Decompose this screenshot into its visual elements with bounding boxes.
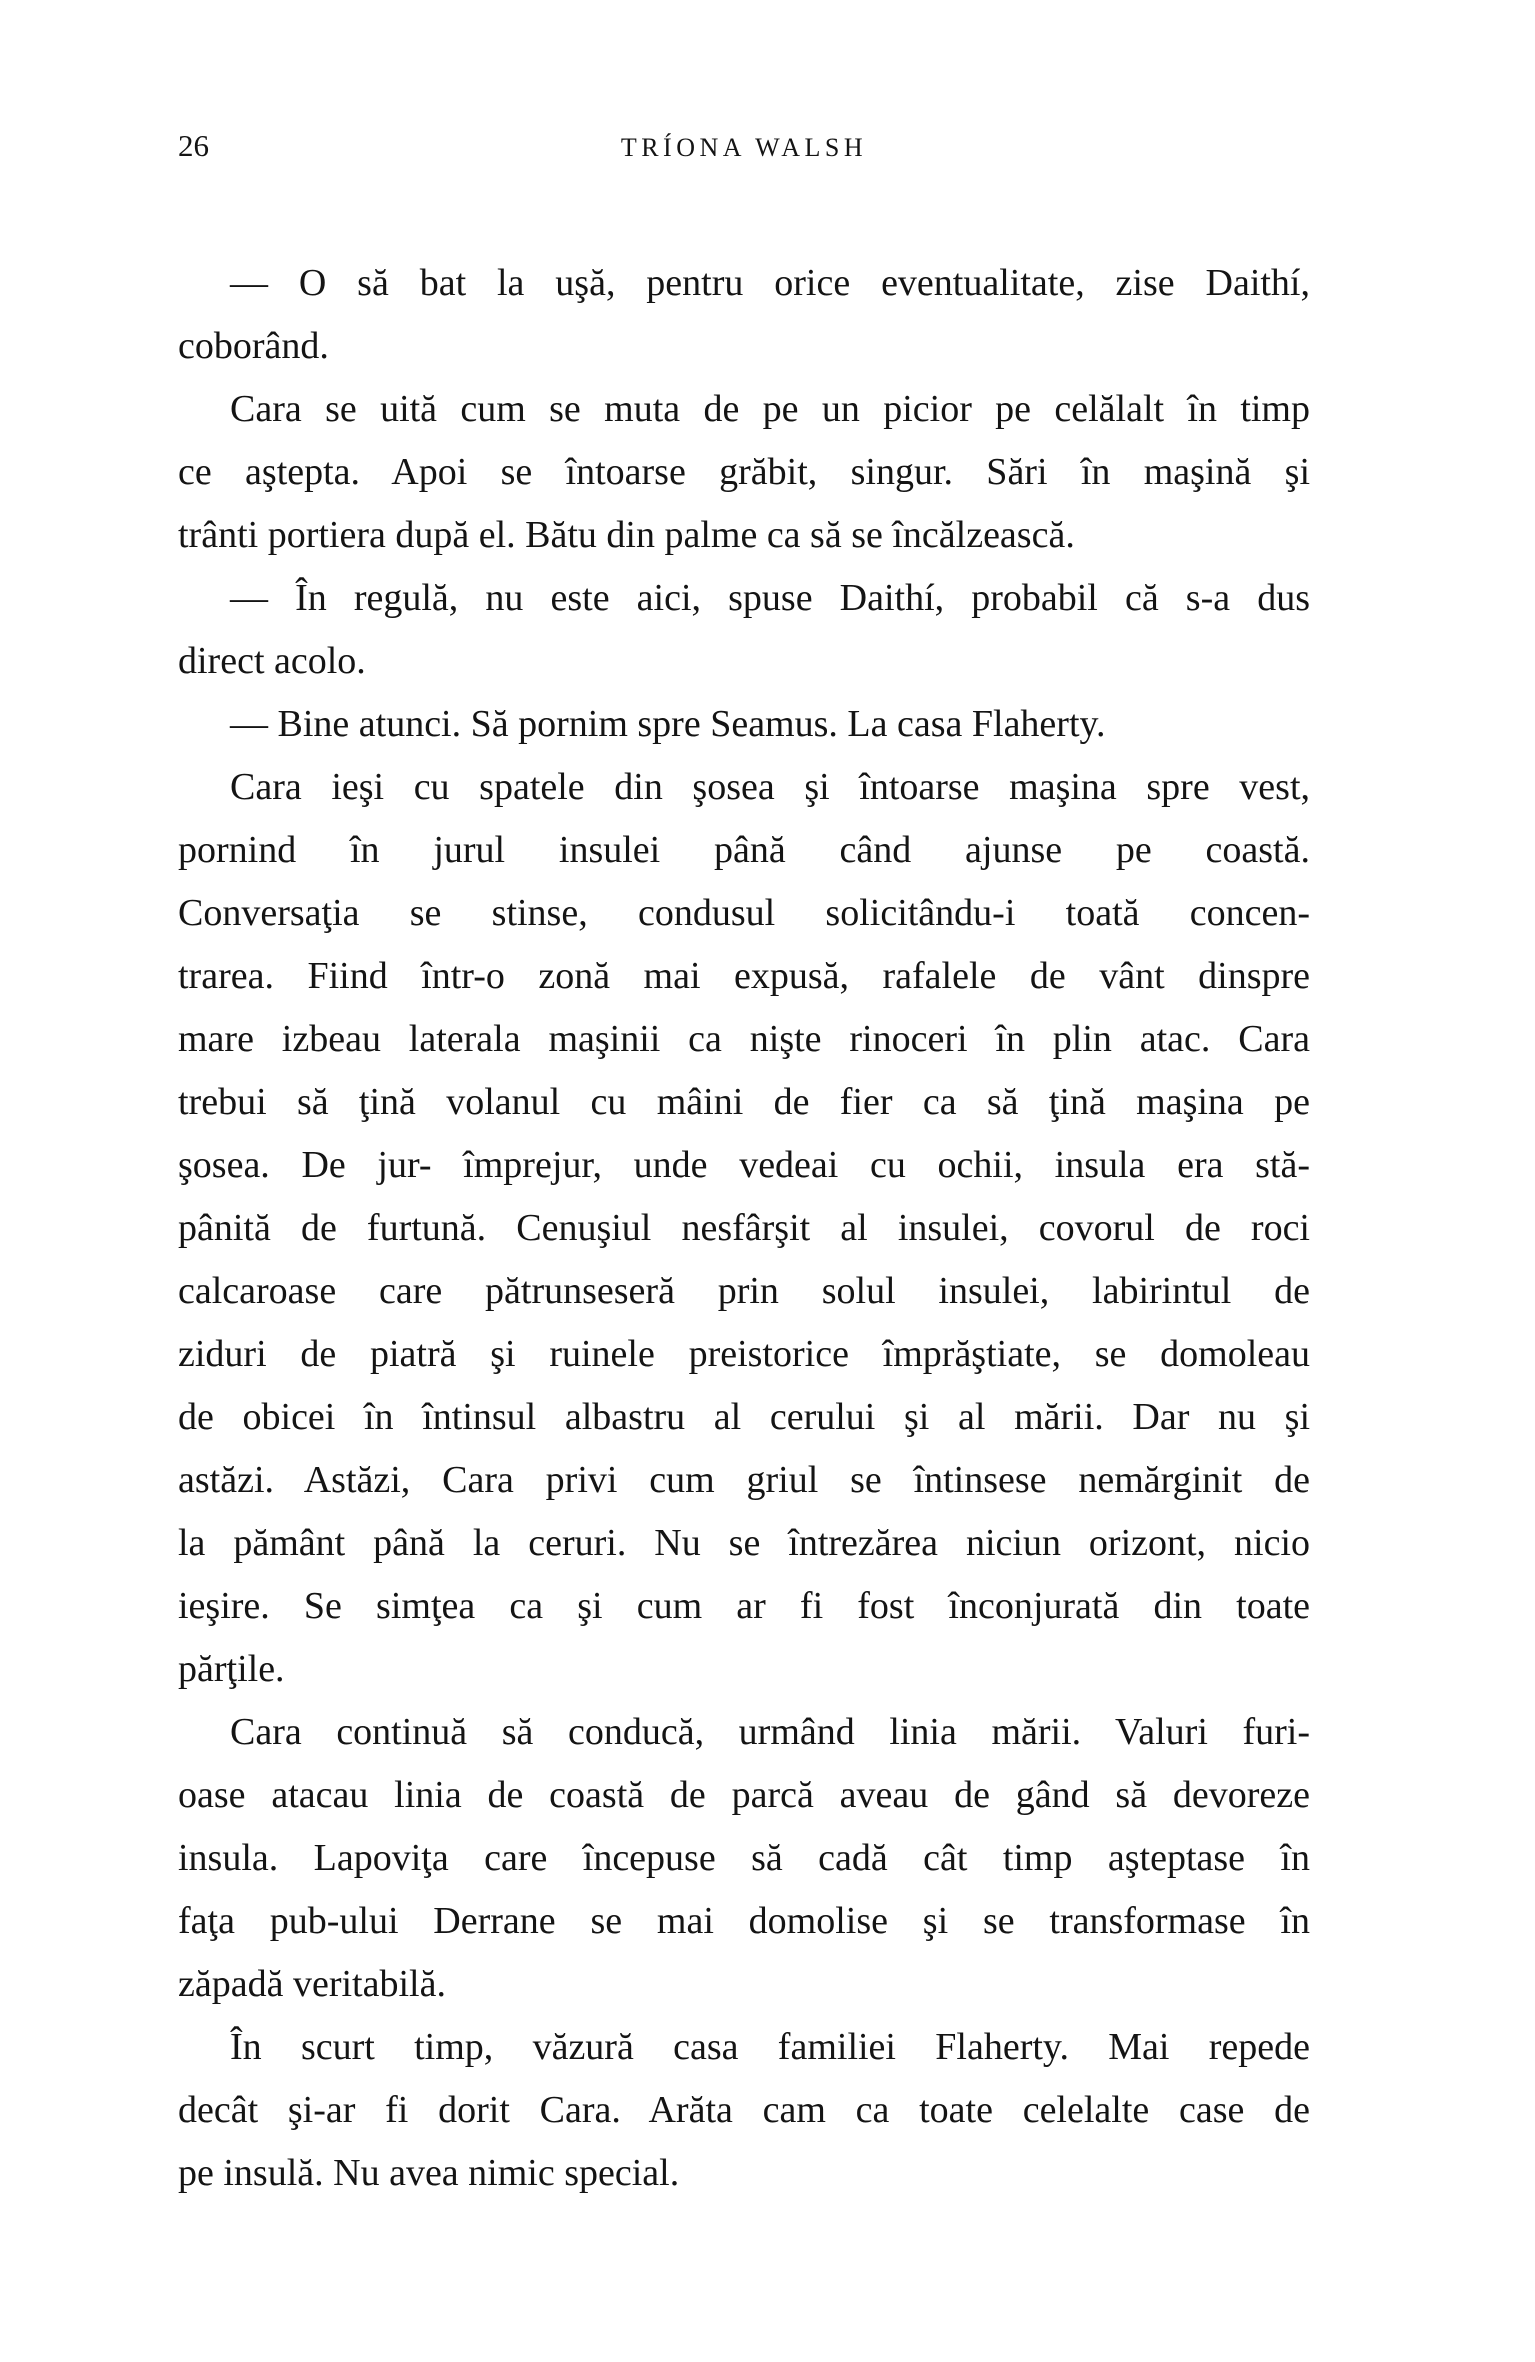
text-line: pe insulă. Nu avea nimic special. (178, 2152, 680, 2194)
running-header: TRÍONA WALSH (620, 133, 868, 162)
paragraph (178, 252, 1310, 378)
text-line: zăpadă veritabilă. (178, 1963, 446, 2005)
text-line: pornind în jurul insulei până când ajunse pe coastă. (178, 829, 1310, 871)
text-line: Cara se uită cum se muta de pe un picior pe celălalt în timp (230, 388, 1310, 430)
text-line: Cara continuă să conducă, urmând linia mării. Valuri furi- (230, 1711, 1310, 1753)
text-line: ieşire. Se simţea ca şi cum ar fi fost înconjurată din toate (178, 1585, 1310, 1627)
text-line: — O să bat la uşă, pentru orice eventualitate, zise Daithí, (230, 262, 1310, 304)
paragraph (178, 567, 1310, 693)
text-line: pânită de furtună. Cenuşiul nesfârşit al insulei, covorul de roci (178, 1207, 1310, 1249)
text-line: decât şi-ar fi dorit Cara. Arăta cam ca toate celelalte case de (178, 2089, 1310, 2131)
text-line: de obicei în întinsul albastru al cerului şi al mării. Dar nu şi (178, 1396, 1310, 1438)
text-line: direct acolo. (178, 640, 366, 682)
page-header (178, 126, 1310, 170)
text-line: În scurt timp, văzură casa familiei Flaherty. Mai repede (230, 2026, 1310, 2068)
text-line: la pământ până la ceruri. Nu se întrezărea niciun orizont, nicio (178, 1522, 1310, 1564)
text-line: coborând. (178, 325, 329, 367)
page-number: 26 (178, 128, 209, 163)
text-line: trânti portiera după el. Bătu din palme ca să se încălzească. (178, 514, 1075, 556)
paragraph (178, 756, 1310, 1701)
paragraph (178, 1701, 1310, 2016)
text-line: ziduri de piatră şi ruinele preistorice împrăştiate, se domoleau (178, 1333, 1310, 1375)
text-line: — Bine atunci. Să pornim spre Seamus. La casa Flaherty. (230, 703, 1106, 745)
text-line: mare izbeau laterala maşinii ca nişte rinoceri în plin atac. Cara (178, 1018, 1310, 1060)
page-body (178, 252, 1310, 2205)
paragraph (178, 693, 1310, 756)
paragraph (178, 378, 1310, 567)
text-line: calcaroase care pătrunseseră prin solul insulei, labirintul de (178, 1270, 1310, 1312)
text-line: şosea. De jur- împrejur, unde vedeai cu ochii, insula era stă- (178, 1144, 1310, 1186)
text-line: ce aştepta. Apoi se întoarse grăbit, singur. Sări în maşină şi (178, 451, 1310, 493)
text-line: insula. Lapoviţa care începuse să cadă cât timp aşteptase în (178, 1837, 1310, 1879)
text-line: astăzi. Astăzi, Cara privi cum griul se întinsese nemărginit de (178, 1459, 1310, 1501)
text-line: oase atacau linia de coastă de parcă aveau de gând să devoreze (178, 1774, 1310, 1816)
text-line: trarea. Fiind într-o zonă mai expusă, rafalele de vânt dinspre (178, 955, 1310, 997)
text-line: părţile. (178, 1648, 285, 1690)
paragraph (178, 2016, 1310, 2205)
text-line: faţa pub-ului Derrane se mai domolise şi se transformase în (178, 1900, 1310, 1942)
text-line: Conversaţia se stinse, condusul solicitându-i toată concen- (178, 892, 1310, 934)
text-line: trebui să ţină volanul cu mâini de fier ca să ţină maşina pe (178, 1081, 1310, 1123)
text-line: — În regulă, nu este aici, spuse Daithí, probabil că s-a dus (230, 577, 1310, 619)
text-line: Cara ieşi cu spatele din şosea şi întoarse maşina spre vest, (230, 766, 1310, 808)
